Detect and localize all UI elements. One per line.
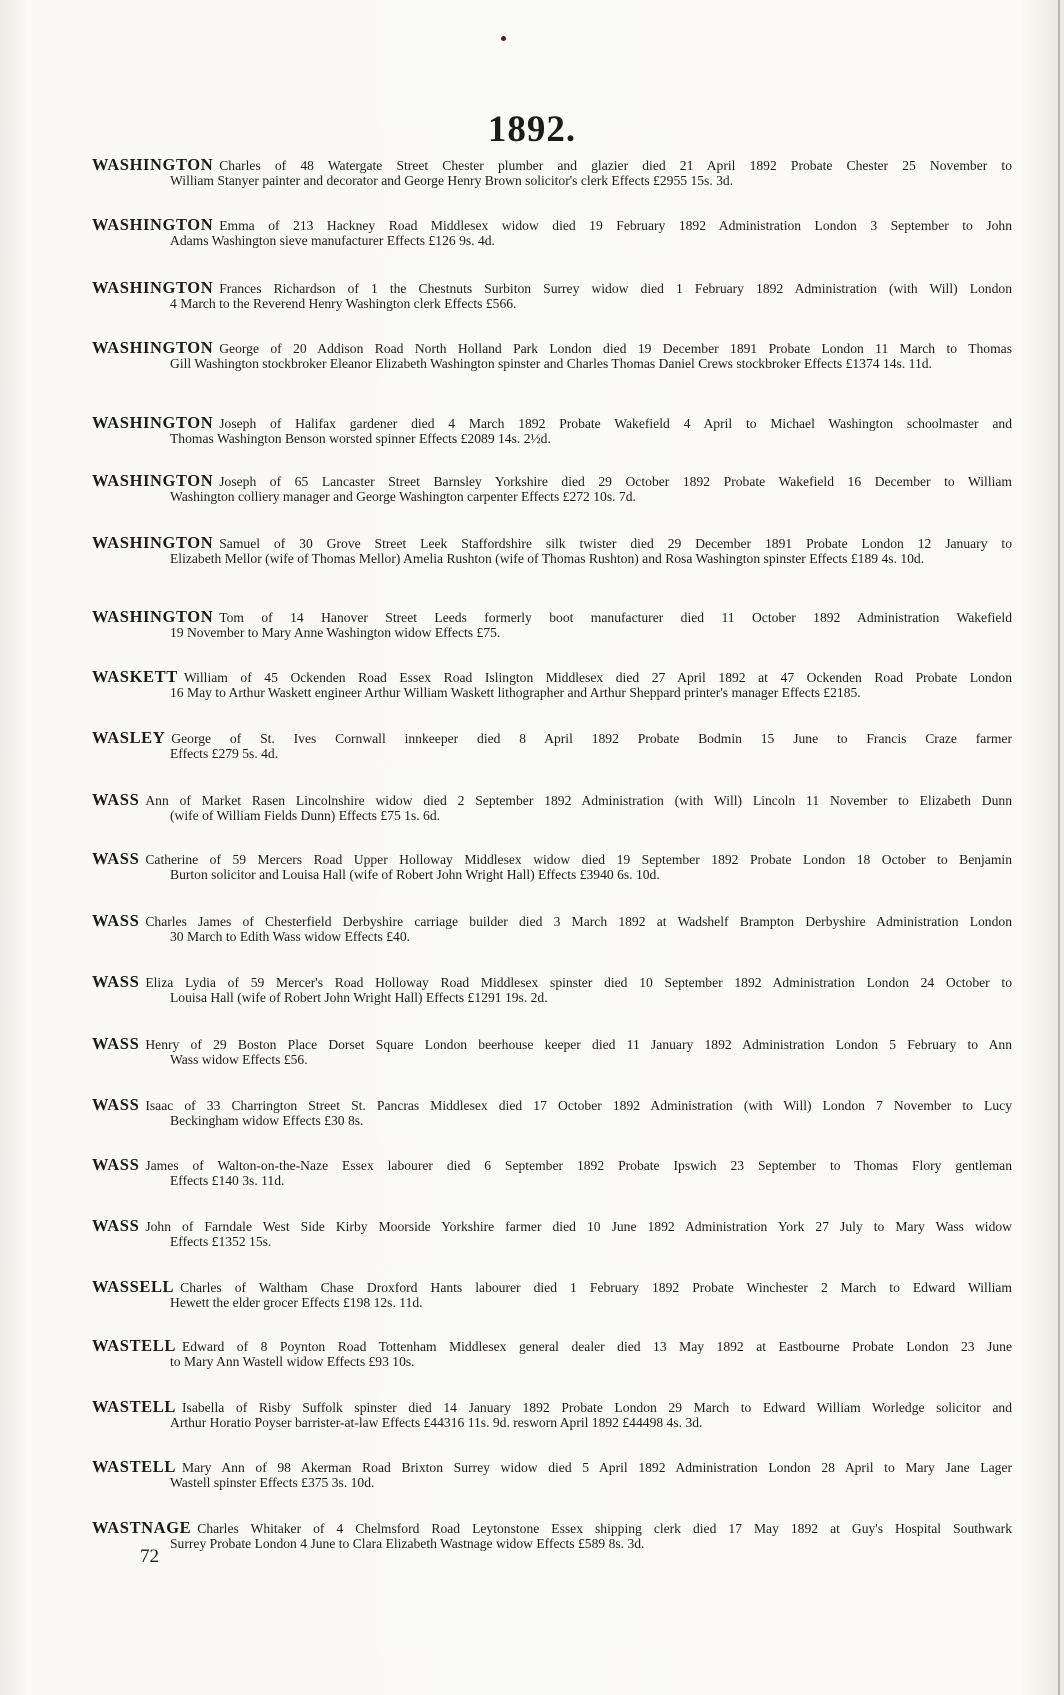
entry-text: Isaac of 33 Charrington Street St. Pancras Middlesex died 17 October 1892 Administration (with Will) London 7 November to Lucy <box>145 1098 1012 1113</box>
entry <box>92 218 1012 248</box>
entry-surname: WASHINGTON <box>92 474 214 490</box>
entry-text: Frances Richardson of 1 the Chestnuts Surbiton Surrey widow died 1 February 1892 Administration (with Will) London <box>219 281 1012 296</box>
entry-text: Charles of Waltham Chase Droxford Hants labourer died 1 February 1892 Probate Winchester 2 March to Edward William <box>180 1280 1012 1295</box>
entry-text: Charles James of Chesterfield Derbyshire carriage builder died 3 March 1892 at Wadshelf Brampton Derbyshire Administration London <box>145 914 1012 929</box>
entry-text: Eliza Lydia of 59 Mercer's Road Holloway Road Middlesex spinster died 10 September 1892 Administration London 24 October to <box>145 975 1012 990</box>
entry-surname: WASHINGTON <box>92 341 214 357</box>
entry <box>92 1158 1012 1188</box>
entry-continuation: Effects £279 5s. 4d. <box>170 745 279 761</box>
ink-dot <box>501 36 506 41</box>
entry <box>92 536 1012 566</box>
entry <box>92 1037 1012 1067</box>
entry-continuation: Louisa Hall (wife of Robert John Wright Hall) Effects £1291 19s. 2d. <box>170 989 548 1005</box>
entry <box>92 1280 1012 1310</box>
entry-surname: WASTELL <box>92 1400 176 1416</box>
entry-continuation: 16 May to Arthur Waskett engineer Arthur William Waskett lithographer and Arthur Sheppard printer's manager Effects £2185. <box>170 684 861 700</box>
entry-continuation: Thomas Washington Benson worsted spinner Effects £2089 14s. 2½d. <box>170 430 551 446</box>
entry-continuation: Beckingham widow Effects £30 8s. <box>170 1112 364 1128</box>
entry-text: Joseph of 65 Lancaster Street Barnsley Yorkshire died 29 October 1892 Probate Wakefield 16 December to William <box>219 474 1012 489</box>
entry-surname: WASS <box>92 975 140 991</box>
entry-continuation: Burton solicitor and Louisa Hall (wife of Robert John Wright Hall) Effects £3940 6s. 10d. <box>170 866 660 882</box>
entry-text: Tom of 14 Hanover Street Leeds formerly boot manufacturer died 11 October 1892 Administration Wakefield <box>219 610 1012 625</box>
entry-surname: WASHINGTON <box>92 158 214 174</box>
entry-text: James of Walton-on-the-Naze Essex labourer died 6 September 1892 Probate Ipswich 23 September to Thomas Flory gentleman <box>145 1158 1012 1173</box>
entry-text: Edward of 8 Poynton Road Tottenham Middlesex general dealer died 13 May 1892 at Eastbourne Probate London 23 June <box>182 1339 1012 1354</box>
entry-text: Ann of Market Rasen Lincolnshire widow died 2 September 1892 Administration (with Will) Lincoln 11 November to Elizabeth Dunn <box>145 793 1012 808</box>
entry <box>92 281 1012 311</box>
entry <box>92 1460 1012 1490</box>
entry-text: Catherine of 59 Mercers Road Upper Holloway Middlesex widow died 19 September 1892 Probate London 18 October to Benjamin <box>145 852 1012 867</box>
entry-text: Isabella of Risby Suffolk spinster died 14 January 1892 Probate London 29 March to Edward William Worledge solicitor and <box>182 1400 1012 1415</box>
entry-continuation: (wife of William Fields Dunn) Effects £75 1s. 6d. <box>170 807 441 823</box>
entry-continuation: Wass widow Effects £56. <box>170 1051 308 1067</box>
entry-surname: WASHINGTON <box>92 281 214 297</box>
entry-continuation: Elizabeth Mellor (wife of Thomas Mellor) Amelia Rushton (wife of Thomas Rushton) and Rosa Washington spinster Effects £189 4s. 10d. <box>170 550 925 566</box>
entry-continuation: Effects £140 3s. 11d. <box>170 1172 285 1188</box>
entry <box>92 416 1012 446</box>
entry <box>92 670 1012 700</box>
entry-surname: WASS <box>92 852 140 868</box>
entry <box>92 731 1012 761</box>
entry <box>92 1339 1012 1369</box>
entry-surname: WASS <box>92 793 140 809</box>
entry-continuation: to Mary Ann Wastell widow Effects £93 10s. <box>170 1353 415 1369</box>
entry <box>92 852 1012 882</box>
entry <box>92 474 1012 504</box>
entry-text: Mary Ann of 98 Akerman Road Brixton Surrey widow died 5 April 1892 Administration London 28 April to Mary Jane Lager <box>182 1460 1012 1475</box>
entry <box>92 793 1012 823</box>
entry-surname: WASS <box>92 1219 140 1235</box>
entry-surname: WASTELL <box>92 1460 176 1476</box>
entry-text: George of St. Ives Cornwall innkeeper died 8 April 1892 Probate Bodmin 15 June to Francis Craze farmer <box>171 731 1012 746</box>
entry-continuation: Arthur Horatio Poyser barrister-at-law Effects £44316 11s. 9d. resworn April 1892 £44498 4s. 3d. <box>170 1414 703 1430</box>
entry-continuation: 30 March to Edith Wass widow Effects £40. <box>170 928 411 944</box>
entry-text: Samuel of 30 Grove Street Leek Staffordshire silk twister died 29 December 1891 Probate London 12 January to <box>219 536 1012 551</box>
entry-text: Emma of 213 Hackney Road Middlesex widow died 19 February 1892 Administration London 3 September to John <box>219 218 1012 233</box>
entry-surname: WASHINGTON <box>92 536 214 552</box>
entry-surname: WASHINGTON <box>92 610 214 626</box>
entry-text: John of Farndale West Side Kirby Moorside Yorkshire farmer died 10 June 1892 Administration York 27 July to Mary Wass widow <box>145 1219 1012 1234</box>
entry-text: George of 20 Addison Road North Holland Park London died 19 December 1891 Probate London 11 March to Thomas <box>219 341 1012 356</box>
entry-text: Charles Whitaker of 4 Chelmsford Road Leytonstone Essex shipping clerk died 17 May 1892 at Guy's Hospital Southwark <box>197 1521 1012 1536</box>
entry-continuation: Washington colliery manager and George Washington carpenter Effects £272 10s. 7d. <box>170 488 636 504</box>
entry <box>92 1521 1012 1551</box>
entry <box>92 975 1012 1005</box>
entry <box>92 1219 1012 1249</box>
entry-continuation: Hewett the elder grocer Effects £198 12s. 11d. <box>170 1294 423 1310</box>
entry-surname: WASSELL <box>92 1280 175 1296</box>
page-year-heading: 1892. <box>487 109 577 150</box>
entry-continuation: Surrey Probate London 4 June to Clara Elizabeth Wastnage widow Effects £589 8s. 3d. <box>170 1535 645 1551</box>
entry-surname: WASTNAGE <box>92 1521 192 1537</box>
entry-continuation: Wastell spinster Effects £375 3s. 10d. <box>170 1474 375 1490</box>
entry-surname: WASHINGTON <box>92 218 214 234</box>
entry-surname: WASS <box>92 914 140 930</box>
entry <box>92 914 1012 944</box>
entry-surname: WASS <box>92 1158 140 1174</box>
entry-text: Joseph of Halifax gardener died 4 March 1892 Probate Wakefield 4 April to Michael Washington schoolmaster and <box>219 416 1012 431</box>
entry-continuation: William Stanyer painter and decorator and George Henry Brown solicitor's clerk Effects £2955 15s. 3d. <box>170 172 734 188</box>
entry-surname: WASS <box>92 1037 140 1053</box>
entry <box>92 610 1012 640</box>
entry <box>92 1400 1012 1430</box>
page-number: 72 <box>140 1546 159 1567</box>
entry <box>92 158 1012 188</box>
page-edge <box>1058 0 1060 1695</box>
entry-surname: WASS <box>92 1098 140 1114</box>
entry <box>92 1098 1012 1128</box>
entry-surname: WASKETT <box>92 670 178 686</box>
entry-continuation: Adams Washington sieve manufacturer Effects £126 9s. 4d. <box>170 232 495 248</box>
entry-continuation: Effects £1352 15s. <box>170 1233 272 1249</box>
entry-text: Henry of 29 Boston Place Dorset Square London beerhouse keeper died 11 January 1892 Administration London 5 February to Ann <box>145 1037 1012 1052</box>
entry-surname: WASHINGTON <box>92 416 214 432</box>
entry-text: William of 45 Ockenden Road Essex Road Islington Middlesex died 27 April 1892 at 47 Ockenden Road Probate London <box>183 670 1012 685</box>
entry-surname: WASLEY <box>92 731 166 747</box>
entry <box>92 341 1012 371</box>
entry-continuation: 19 November to Mary Anne Washington widow Effects £75. <box>170 624 501 640</box>
entry-continuation: Gill Washington stockbroker Eleanor Elizabeth Washington spinster and Charles Thomas Daniel Crews stockbroker Effects £1374 14s. 11d. <box>170 355 932 371</box>
entry-text: Charles of 48 Watergate Street Chester plumber and glazier died 21 April 1892 Probate Chester 25 November to <box>219 158 1012 173</box>
entry-surname: WASTELL <box>92 1339 176 1355</box>
entry-continuation: 4 March to the Reverend Henry Washington clerk Effects £566. <box>170 295 517 311</box>
